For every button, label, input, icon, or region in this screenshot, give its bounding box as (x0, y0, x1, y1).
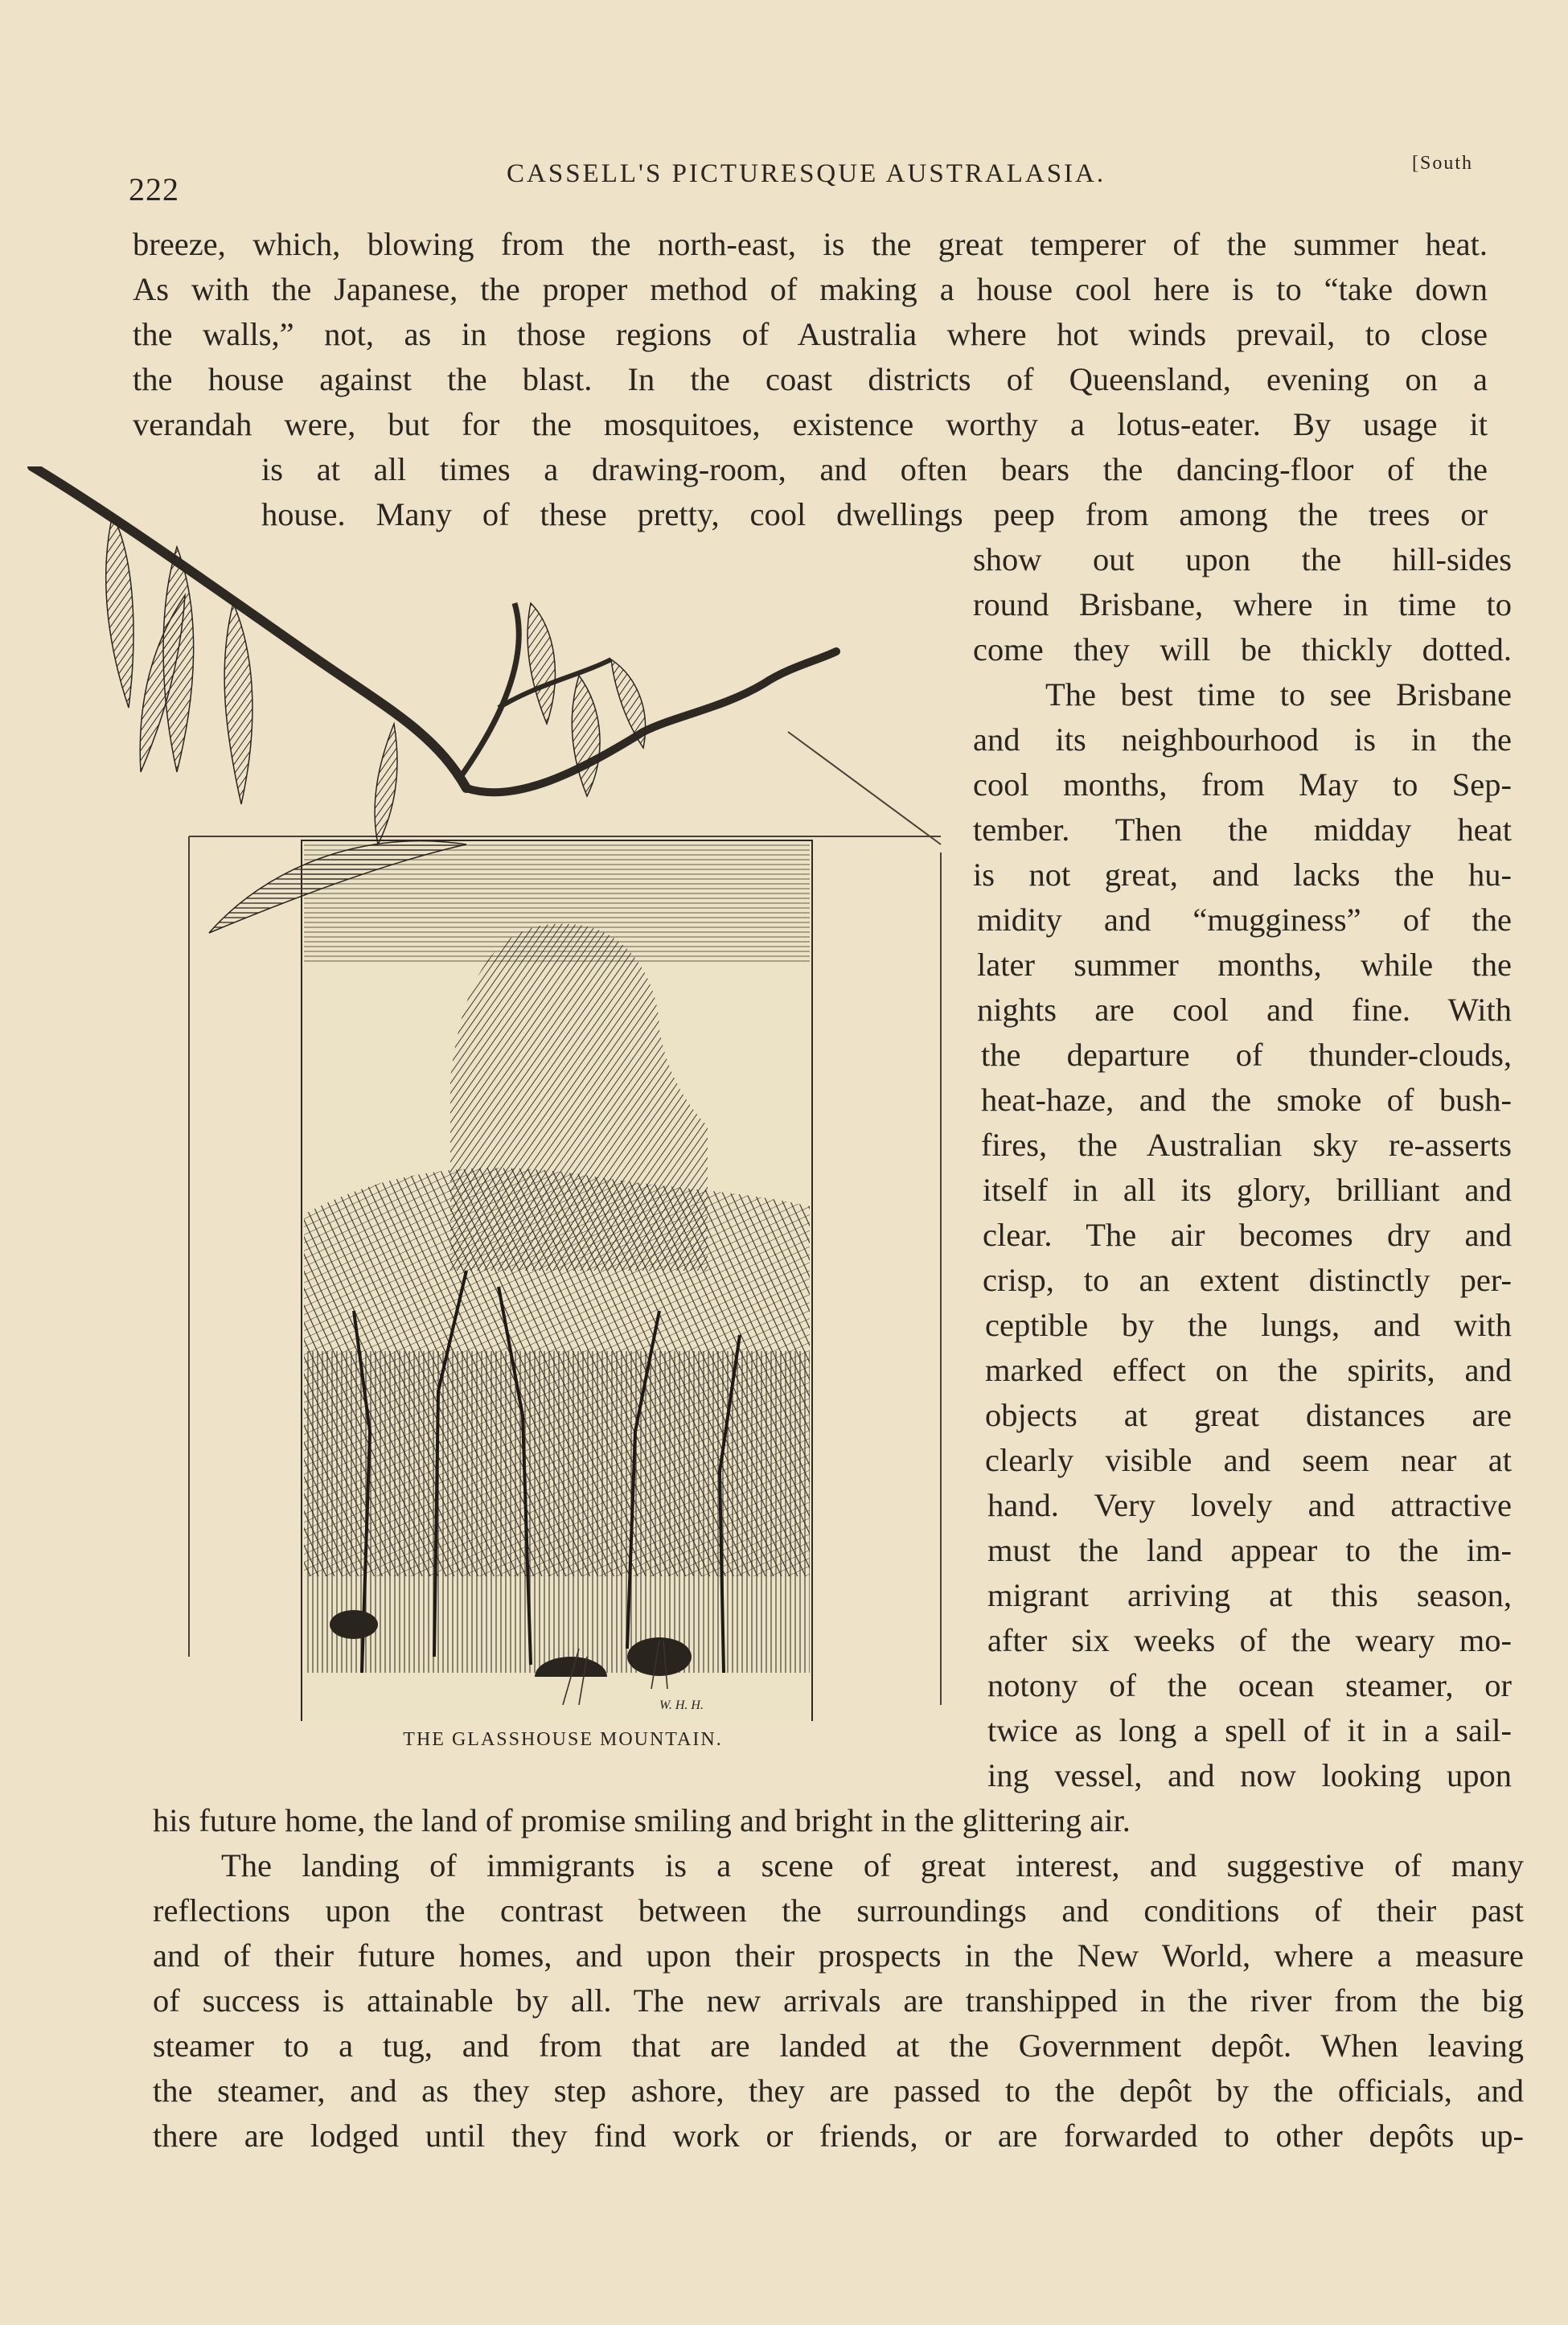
text-line: itself in all its glory, brilliant and (983, 1172, 1512, 1208)
text-line: clear. The air becomes dry and (983, 1217, 1512, 1253)
text-line: The best time to see Brisbane (1045, 676, 1512, 713)
text-line: must the land appear to the im- (987, 1532, 1512, 1568)
text-line: steamer to a tug, and from that are landed at the Government depôt. When leaving (153, 2027, 1524, 2064)
running-header (129, 153, 1473, 207)
page-number: 222 (129, 171, 179, 207)
text-line: house. Many of these pretty, cool dwellings peep from among the trees or (261, 496, 1488, 532)
text-line: the house against the blast. In the coast districts of Queensland, evening on a (133, 361, 1488, 397)
text-line: migrant arriving at this season, (987, 1577, 1512, 1613)
text-line: after six weeks of the weary mo- (987, 1622, 1512, 1658)
text-line: is at all times a drawing-room, and often bears the dancing-floor of the (261, 451, 1488, 487)
text-line: hand. Very lovely and attractive (987, 1487, 1512, 1523)
glasshouse-mountain-engraving (16, 466, 965, 1721)
engraver-signature: W. H. H. (659, 1699, 704, 1712)
text-line: show out upon the hill-sides (973, 541, 1512, 577)
text-line: As with the Japanese, the proper method of making a house cool here is to “take down (133, 271, 1488, 307)
text-line: fires, the Australian sky re-asserts (981, 1127, 1512, 1163)
text-line: round Brisbane, where in time to (973, 586, 1512, 622)
text-line: is not great, and lacks the hu- (973, 856, 1512, 893)
text-line: reflections upon the contrast between the surroundings and conditions of their past (153, 1892, 1524, 1929)
running-title: CASSELL'S PICTURESQUE AUSTRALASIA. (507, 159, 1106, 188)
inner-picture (302, 840, 812, 1721)
text-line: crisp, to an extent distinctly per- (983, 1262, 1512, 1298)
text-line: and of their future homes, and upon their prospects in the New World, where a measure (153, 1937, 1524, 1974)
text-line: there are lodged until they find work or friends, or are forwarded to other depôts up- (153, 2118, 1524, 2154)
text-line: breeze, which, blowing from the north-east, is the great temperer of the summer heat. (133, 226, 1488, 262)
text-line: his future home, the land of promise smiling and bright in the glittering air. (153, 1802, 1131, 1838)
text-line: cool months, from May to Sep- (973, 766, 1512, 803)
text-line: the departure of thunder-clouds, (981, 1037, 1512, 1073)
text-line: nights are cool and fine. With (977, 992, 1512, 1028)
text-line: tember. Then the midday heat (973, 811, 1512, 848)
text-line: midity and “mugginess” of the (977, 902, 1512, 938)
text-line: notony of the ocean steamer, or (987, 1667, 1512, 1703)
text-line: objects at great distances are (985, 1397, 1512, 1433)
text-line: verandah were, but for the mosquitoes, existence worthy a lotus-eater. By usage it (133, 406, 1488, 442)
text-line: The landing of immigrants is a scene of great interest, and suggestive of many (221, 1847, 1524, 1883)
text-line: ceptible by the lungs, and with (985, 1307, 1512, 1343)
section-mark: [South (1411, 153, 1473, 174)
text-line: ing vessel, and now looking upon (987, 1757, 1512, 1793)
text-line: twice as long a spell of it in a sail- (987, 1712, 1512, 1748)
text-line: of success is attainable by all. The new arrivals are transhipped in the river from the big (153, 1982, 1524, 2019)
text-line: later summer months, while the (977, 947, 1512, 983)
text-line: marked effect on the spirits, and (985, 1352, 1512, 1388)
figure-caption: THE GLASSHOUSE MOUNTAIN. (403, 1729, 723, 1750)
text-line: clearly visible and seem near at (985, 1442, 1512, 1478)
text-line: heat-haze, and the smoke of bush- (981, 1082, 1512, 1118)
text-line: and its neighbourhood is in the (973, 721, 1512, 758)
text-line: come they will be thickly dotted. (973, 631, 1512, 668)
text-line: the walls,” not, as in those regions of Australia where hot winds prevail, to close (133, 316, 1488, 352)
text-line: the steamer, and as they step ashore, they are passed to the depôt by the officials, and (153, 2072, 1524, 2109)
